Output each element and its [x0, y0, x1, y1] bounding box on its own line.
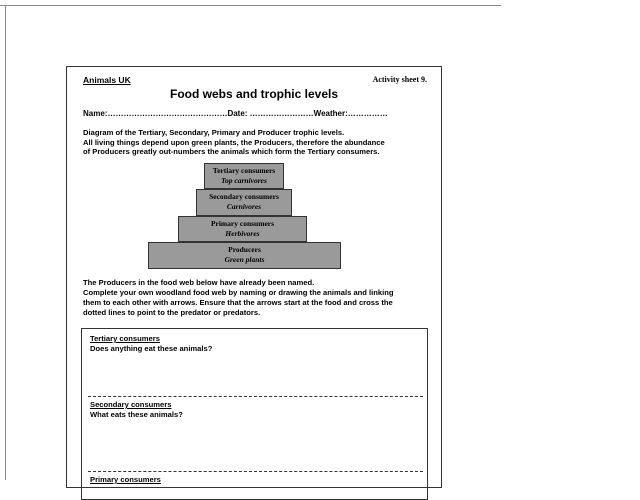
section-heading: Primary consumers [90, 475, 161, 484]
food-web-box [81, 328, 428, 500]
tier-label: Secondary consumers [209, 192, 279, 201]
section-secondary [90, 400, 183, 419]
activity-sheet [66, 66, 442, 488]
intro-paragraph [83, 128, 433, 157]
tier-sublabel: Herbivores [225, 228, 260, 238]
tier-label: Tertiary consumers [212, 166, 276, 175]
brand-label: Animals UK [83, 75, 131, 85]
instruction-line: The Producers in the food web below have already been named. [83, 278, 315, 287]
instruction-line: them to each other with arrows. Ensure that the arrows start at the food and cross the [83, 298, 393, 307]
instruction-line: Complete your own woodland food web by naming or drawing the animals and linking [83, 288, 394, 297]
instruction-line: dotted lines to point to the predator or predators. [83, 308, 261, 317]
page-title: Food webs and trophic levels [169, 87, 339, 101]
activity-number: Activity sheet 9. [372, 75, 427, 84]
tier-sublabel: Carnivores [226, 201, 262, 211]
intro-line: Diagram of the Tertiary, Secondary, Primary and Producer trophic levels. [83, 128, 345, 137]
pyramid-tier-tertiary [204, 163, 284, 189]
section-heading: Secondary consumers [90, 400, 172, 409]
tier-label: Producers [228, 245, 261, 254]
intro-line: of Producers greatly out-numbers the animals which form the Tertiary consumers. [83, 147, 380, 156]
dotted-divider [88, 471, 423, 472]
dotted-divider [88, 396, 423, 397]
tier-sublabel: Top carnivores [221, 175, 267, 185]
section-heading: Tertiary consumers [90, 334, 160, 343]
instructions-paragraph [83, 278, 433, 318]
section-question: What eats these animals? [90, 409, 183, 419]
pyramid-tier-primary [178, 216, 307, 242]
tier-label: Primary consumers [210, 219, 275, 228]
section-question: Does anything eat these animals? [90, 343, 213, 353]
section-tertiary [90, 334, 212, 353]
name-date-weather-line: Name:………………………………………Date: ……………………Weather:…………… [83, 109, 388, 118]
intro-line: All living things depend upon green plants, the Producers, therefore the abundance [83, 137, 385, 147]
page-left-border [5, 5, 6, 480]
page-top-border [0, 5, 501, 6]
tier-sublabel: Green plants [224, 254, 265, 264]
pyramid-tier-secondary [196, 189, 292, 216]
pyramid-tier-producers [148, 242, 341, 269]
